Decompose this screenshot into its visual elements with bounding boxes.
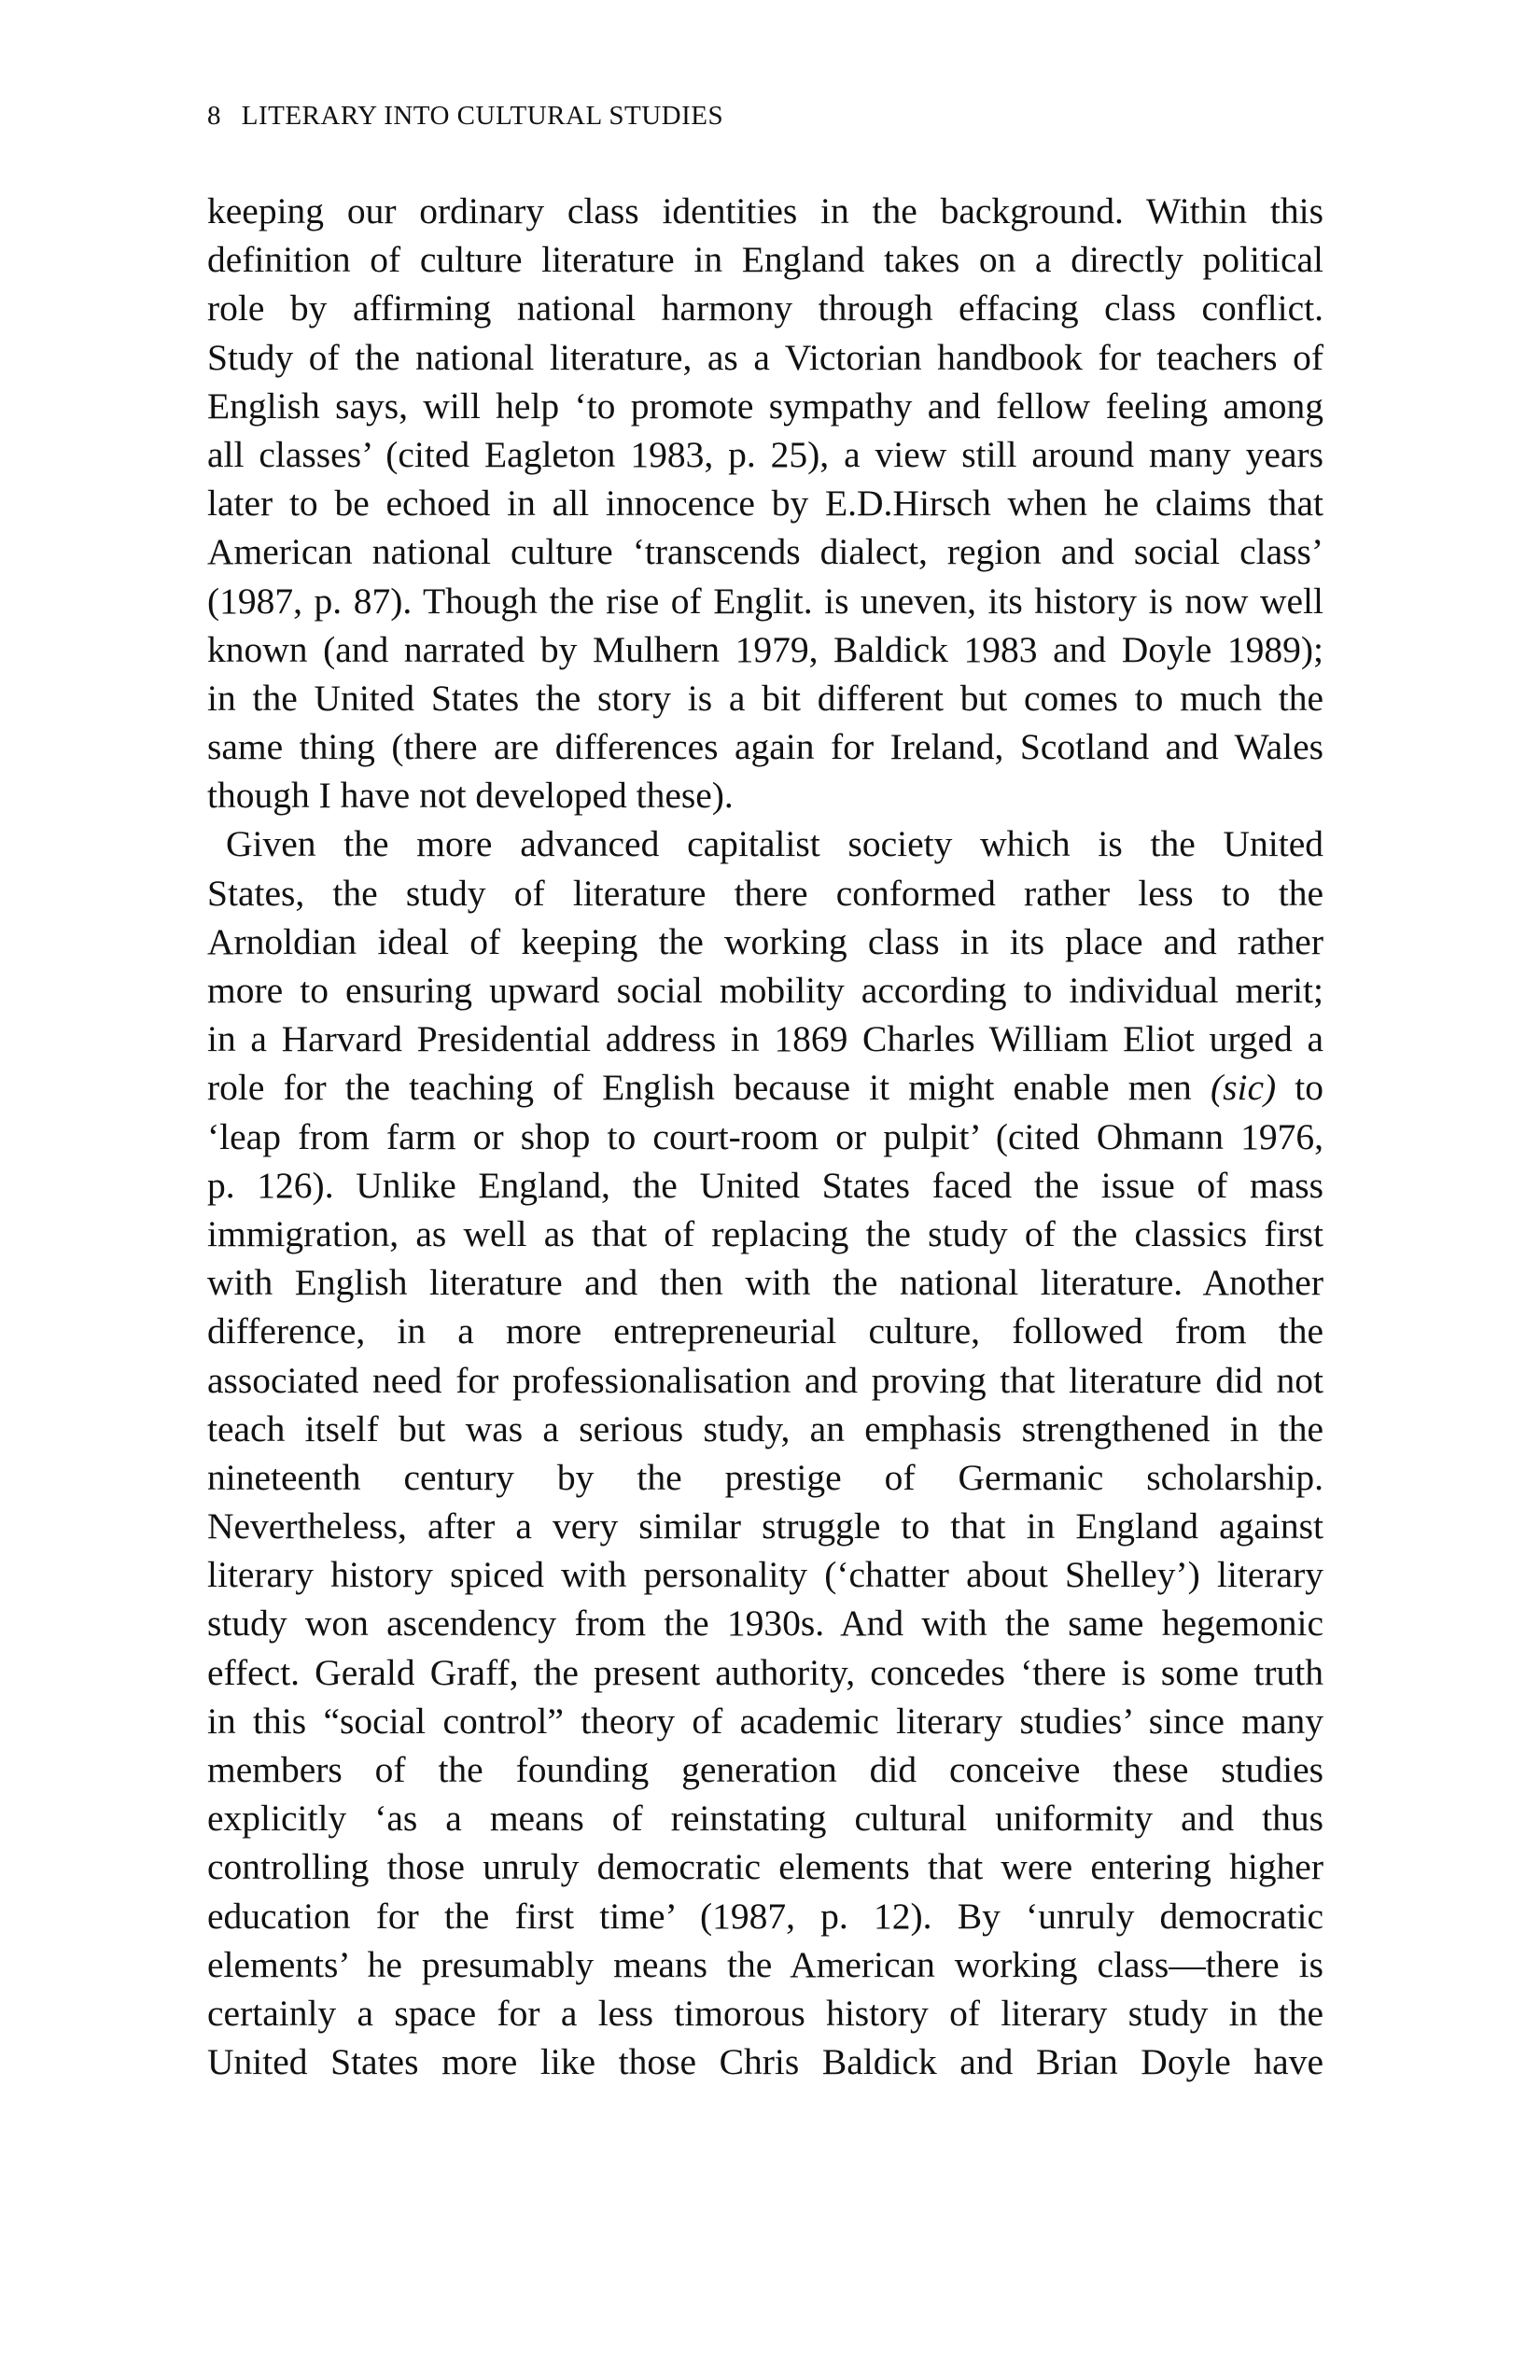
text-line: United States more like those Chris Baldick and Brian Doyle have	[207, 2041, 1323, 2083]
text-line: effect. Gerald Graff, the present authority, concedes ‘there is some truth	[207, 1651, 1323, 1693]
text-line: elements’ he presumably means the American working class—there is	[207, 1943, 1323, 1985]
text-line: in the United States the story is a bit different but comes to much the	[207, 677, 1323, 719]
text-line: all classes’ (cited Eagleton 1983, p. 25), a view still around many years	[207, 433, 1323, 475]
text-line: explicitly ‘as a means of reinstating cultural uniformity and thus	[207, 1798, 1323, 1840]
body-text	[207, 187, 1323, 2086]
paragraph-end-line: though I have not developed these).	[207, 775, 734, 817]
text-line: certainly a space for a less timorous history of literary study in the	[207, 1992, 1323, 2034]
text-line: nineteenth century by the prestige of Germanic scholarship.	[207, 1456, 1323, 1498]
text-line: associated need for professionalisation and proving that literature did not	[207, 1359, 1323, 1401]
text-line: ‘leap from farm or shop to court-room or pulpit’ (cited Ohmann 1976,	[207, 1115, 1323, 1157]
running-title: LITERARY INTO CULTURAL STUDIES	[241, 101, 724, 131]
text-line: definition of culture literature in England takes on a directly political	[207, 239, 1323, 281]
text-line: Study of the national literature, as a Victorian handbook for teachers of	[207, 336, 1323, 378]
italic-sic: (sic)	[1210, 1067, 1277, 1109]
text-segment: role for the teaching of English because it might enable men	[207, 1067, 1192, 1109]
page-number: 8	[207, 101, 221, 131]
text-line: immigration, as well as that of replacing the study of the classics first	[207, 1212, 1323, 1254]
text-line: later to be echoed in all innocence by E.D.Hirsch when he claims that	[207, 483, 1323, 525]
text-line: English says, will help ‘to promote sympathy and fellow feeling among	[207, 385, 1323, 427]
text-line: members of the founding generation did conceive these studies	[207, 1749, 1323, 1790]
text-line: American national culture ‘transcends dialect, region and social class’	[207, 531, 1323, 573]
text-line: controlling those unruly democratic elements that were entering higher	[207, 1846, 1323, 1888]
text-line-with-italic	[207, 1063, 1323, 1112]
text-line: education for the first time’ (1987, p. 12). By ‘unruly democratic	[207, 1895, 1323, 1937]
text-line: literary history spiced with personality (‘chatter about Shelley’) literary	[207, 1554, 1323, 1596]
text-line: study won ascendency from the 1930s. And with the same hegemonic	[207, 1603, 1323, 1645]
text-line: keeping our ordinary class identities in the background. Within this	[207, 190, 1323, 231]
text-line: Arnoldian ideal of keeping the working class in its place and rather	[207, 920, 1323, 962]
text-line: (1987, p. 87). Though the rise of Englit. is uneven, its history is now well	[207, 580, 1323, 622]
text-line: known (and narrated by Mulhern 1979, Baldick 1983 and Doyle 1989);	[207, 628, 1323, 670]
text-line: in this “social control” theory of academic literary studies’ since many	[207, 1700, 1323, 1742]
text-line: Nevertheless, after a very similar struggle to that in England against	[207, 1505, 1323, 1547]
text-line: teach itself but was a serious study, an emphasis strengthened in the	[207, 1407, 1323, 1449]
text-line: same thing (there are differences again for Ireland, Scotland and Wales	[207, 726, 1323, 768]
text-line: more to ensuring upward social mobility according to individual merit;	[207, 970, 1323, 1011]
text-line: in a Harvard Presidential address in 1869 Charles William Eliot urged a	[207, 1018, 1323, 1060]
text-line: difference, in a more entrepreneurial culture, followed from the	[207, 1310, 1323, 1352]
running-head	[207, 101, 723, 132]
text-line: p. 126). Unlike England, the United States faced the issue of mass	[207, 1164, 1323, 1206]
text-segment: to	[1295, 1067, 1323, 1109]
text-line: with English literature and then with the national literature. Another	[207, 1262, 1323, 1304]
text-line: role by affirming national harmony through effacing class conflict.	[207, 287, 1323, 329]
text-line: States, the study of literature there conformed rather less to the	[207, 872, 1323, 914]
paragraph-start-line: Given the more advanced capitalist society which is the United	[226, 823, 1323, 865]
